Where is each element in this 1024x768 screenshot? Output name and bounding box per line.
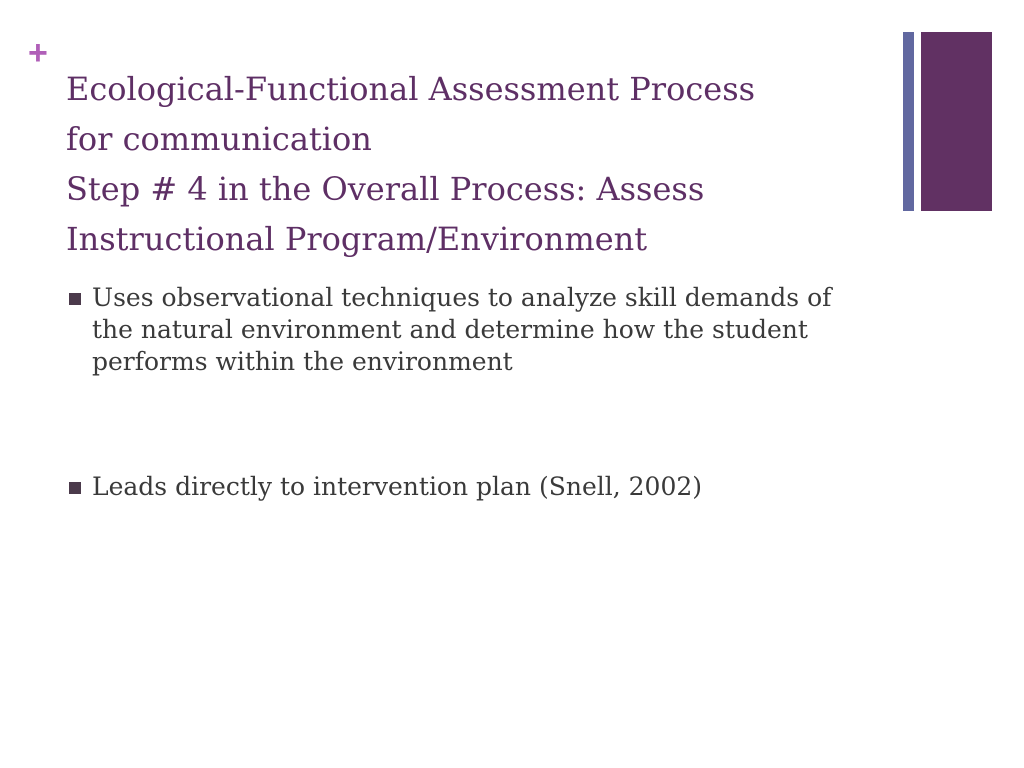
title-line: Instructional Program/Environment xyxy=(66,220,648,258)
title-line: Ecological-Functional Assessment Process xyxy=(66,70,756,108)
title-line: Step # 4 in the Overall Process: Assess xyxy=(66,170,705,208)
plus-icon: + xyxy=(28,34,48,72)
title-line: for communication xyxy=(66,120,372,158)
square-bullet-icon xyxy=(69,482,81,494)
square-bullet-icon xyxy=(69,293,81,305)
accent-bar-thin xyxy=(903,32,914,211)
accent-bar-thick xyxy=(921,32,992,211)
bullet-text: Leads directly to intervention plan (Snell, 2002) xyxy=(92,472,703,501)
bullet-list xyxy=(68,282,868,503)
bullet-item xyxy=(68,471,868,503)
slide-title xyxy=(66,64,886,264)
bullet-item xyxy=(68,282,868,378)
bullet-text: Uses observational techniques to analyze skill demands of the natural environment and determine how the student performs within the environment xyxy=(92,283,832,376)
